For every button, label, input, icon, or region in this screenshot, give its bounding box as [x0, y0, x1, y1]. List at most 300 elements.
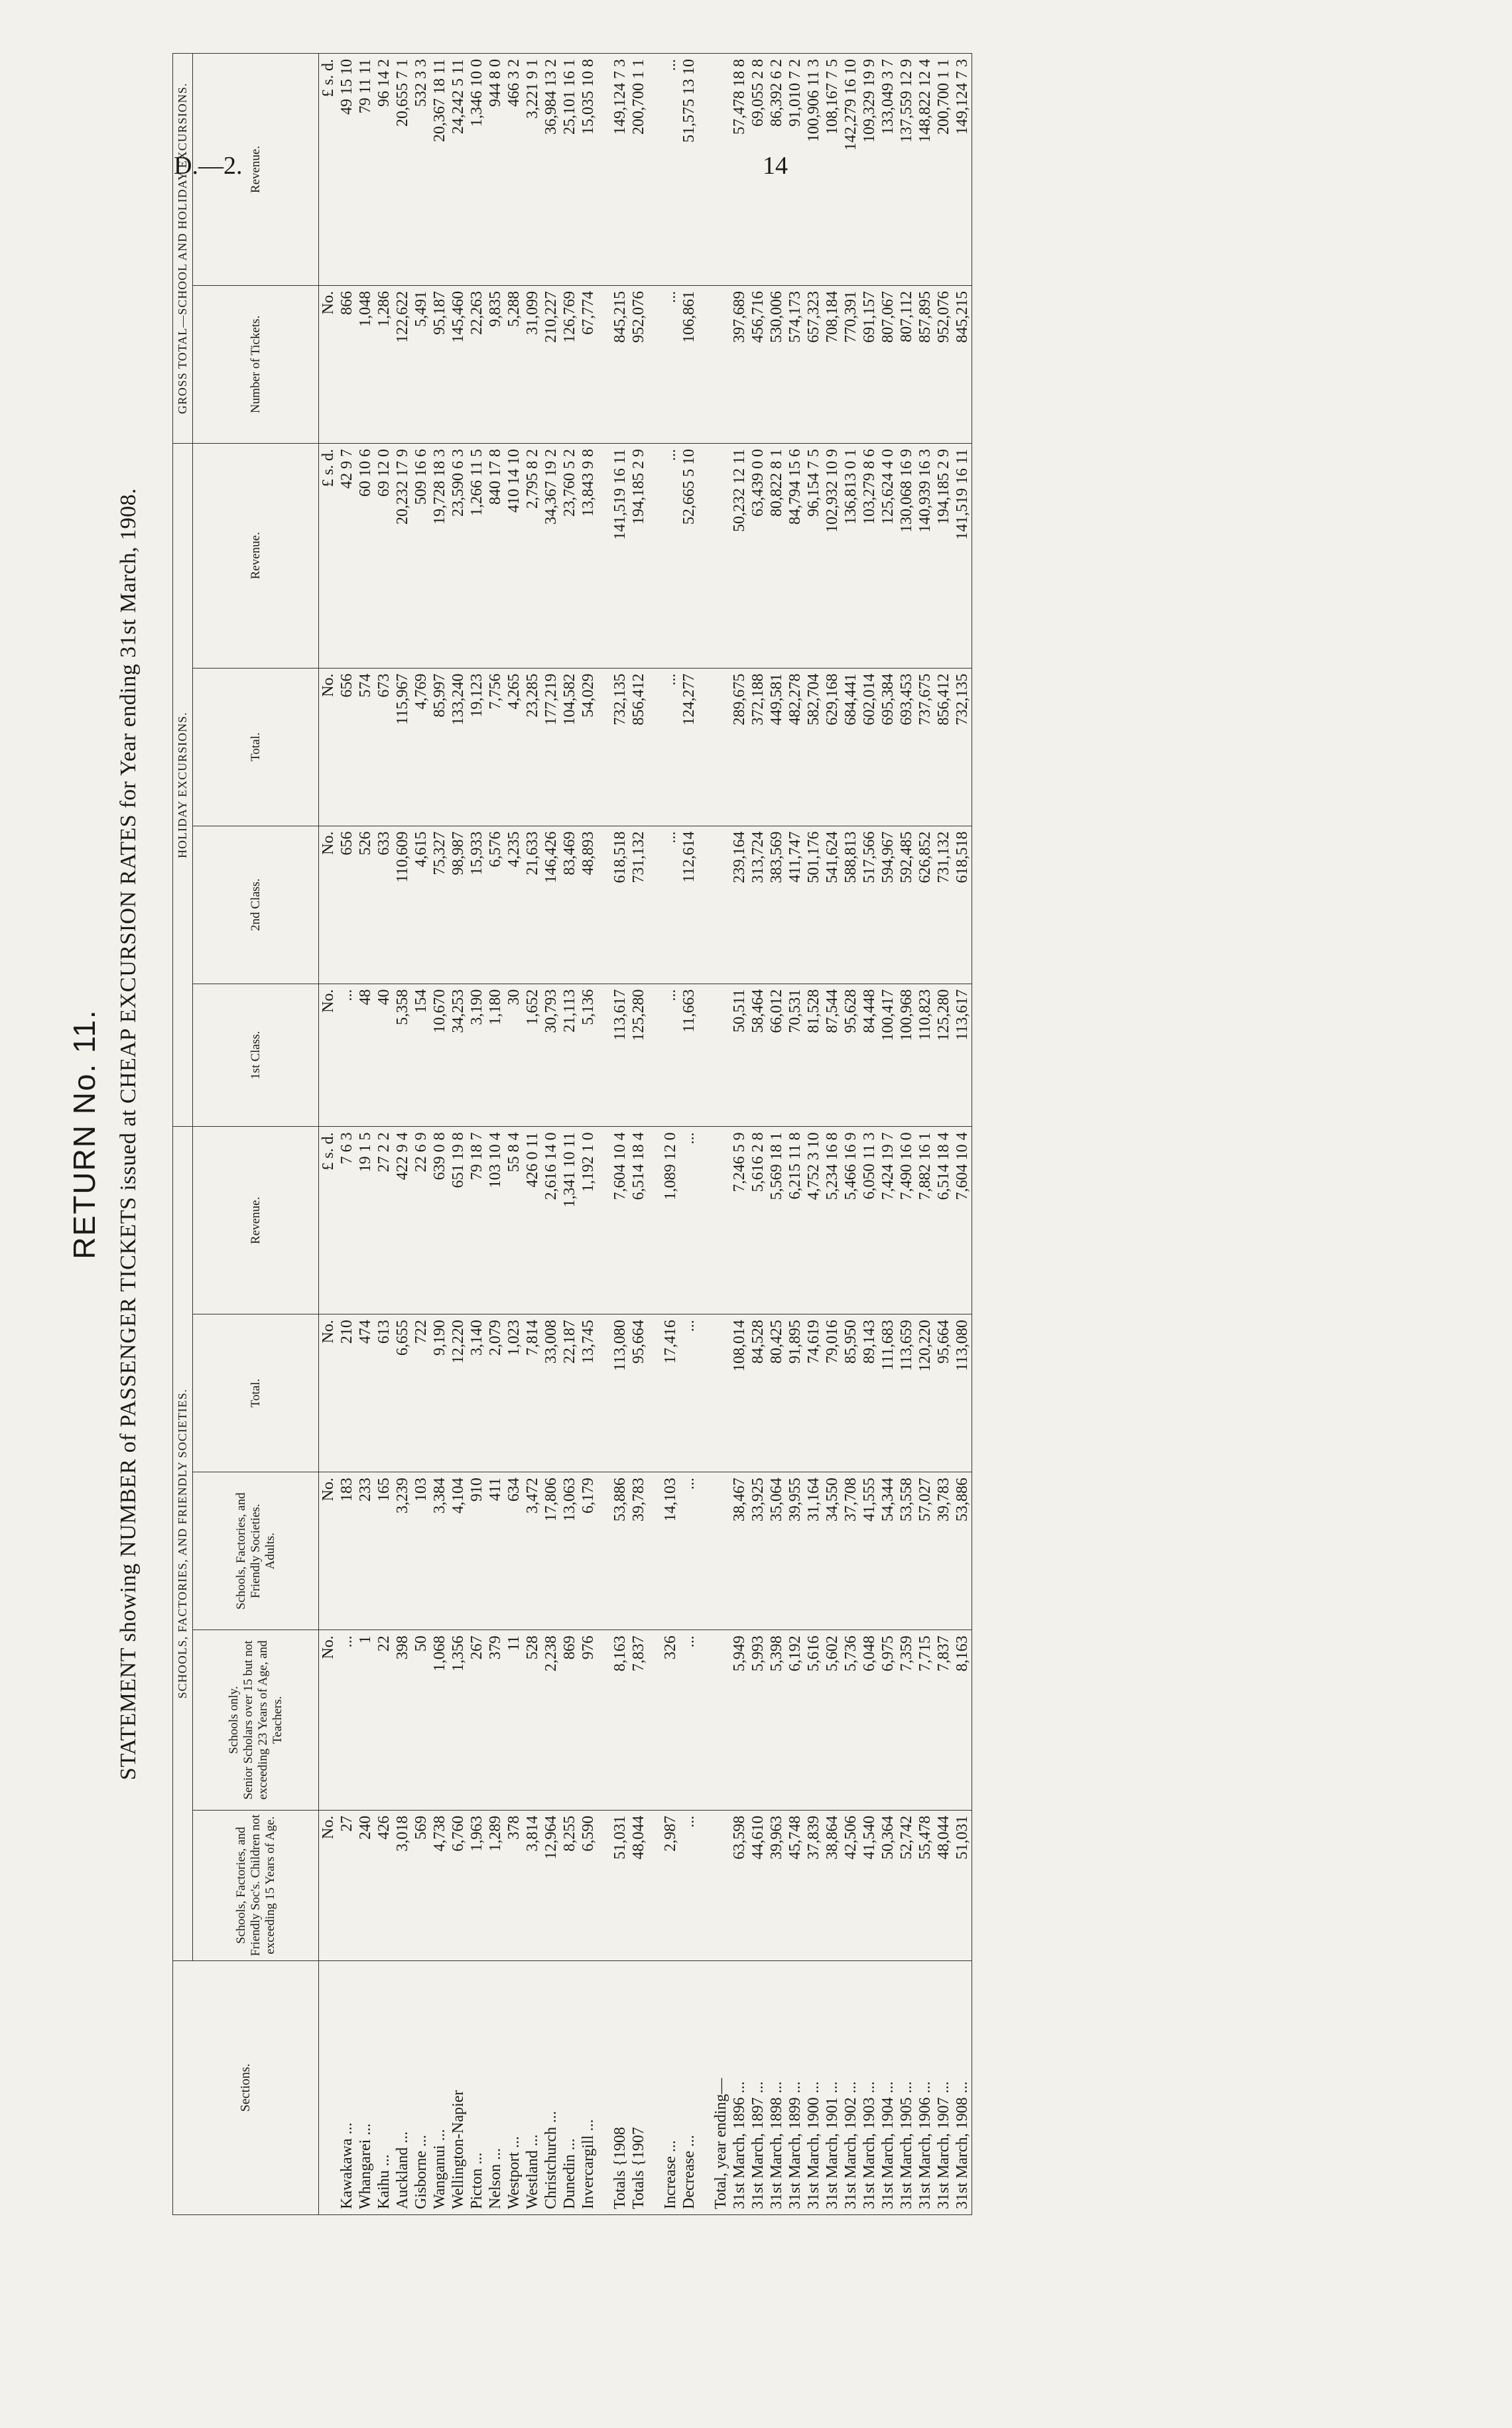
section-cell: Nelson ... — [486, 1960, 505, 2214]
value-cell: 840 17 8 — [486, 443, 505, 668]
section-cell: 31st March, 1905 ... — [897, 1960, 916, 2214]
value-cell: 639 0 8 — [430, 1127, 449, 1314]
value-cell: 125,624 4 0 — [879, 443, 897, 668]
value-cell: 31,099 — [523, 285, 542, 443]
value-cell: 6,655 — [393, 1314, 412, 1472]
value-cell: 289,675 — [730, 668, 749, 826]
value-cell: 53,886 — [611, 1472, 629, 1630]
value-cell: 657,323 — [804, 285, 823, 443]
value-cell: 695,384 — [879, 668, 897, 826]
value-cell: 1,048 — [356, 285, 375, 443]
value-cell: 58,464 — [749, 984, 767, 1127]
value-cell: 1,652 — [523, 984, 542, 1127]
value-cell: 91,895 — [786, 1314, 804, 1472]
value-cell: 708,184 — [823, 285, 842, 443]
empty-cell — [712, 443, 730, 668]
value-cell: 96,154 7 5 — [804, 443, 823, 668]
empty-cell — [598, 1472, 611, 1630]
value-cell: 731,132 — [934, 826, 953, 984]
value-cell: 6,048 — [860, 1630, 879, 1811]
unit-cell: £ s. d. — [319, 443, 338, 668]
section-cell: Wellington-Napier — [449, 1960, 468, 2214]
value-cell: 541,624 — [823, 826, 842, 984]
totals-row — [629, 54, 648, 2215]
value-cell: ... — [661, 443, 680, 668]
value-cell: 50,511 — [730, 984, 749, 1127]
value-cell: 6,975 — [879, 1630, 897, 1811]
section-row — [338, 54, 356, 2215]
value-cell: 113,659 — [897, 1314, 916, 1472]
value-cell: 34,550 — [823, 1472, 842, 1630]
value-cell: 857,895 — [916, 285, 934, 443]
value-cell: 5,949 — [730, 1630, 749, 1811]
change-row — [661, 54, 680, 2215]
value-cell: 651 19 8 — [449, 1127, 468, 1314]
value-cell: 383,569 — [767, 826, 786, 984]
value-cell: 267 — [468, 1630, 486, 1811]
value-cell: 149,124 7 3 — [611, 54, 629, 286]
value-cell: 86,392 6 2 — [767, 54, 786, 286]
value-cell: 509 16 6 — [412, 443, 430, 668]
value-cell: 52,742 — [897, 1810, 916, 1960]
value-cell: 37,708 — [842, 1472, 860, 1630]
value-cell: 100,906 11 3 — [804, 54, 823, 286]
empty-cell — [648, 984, 661, 1127]
value-cell: 5,466 16 9 — [842, 1127, 860, 1314]
value-cell: 3,814 — [523, 1810, 542, 1960]
value-cell: 629,168 — [823, 668, 842, 826]
section-cell: 31st March, 1907 ... — [934, 1960, 953, 2214]
value-cell: 95,664 — [629, 1314, 648, 1472]
value-cell: 1,089 12 0 — [661, 1127, 680, 1314]
section-cell: 31st March, 1899 ... — [786, 1960, 804, 2214]
value-cell: 183 — [338, 1472, 356, 1630]
value-cell: 15,933 — [468, 826, 486, 984]
col-sfs-total: Total. — [193, 1314, 319, 1472]
value-cell: 7,814 — [523, 1314, 542, 1472]
value-cell: 130,068 16 9 — [897, 443, 916, 668]
value-cell: 411,747 — [786, 826, 804, 984]
value-cell: 528 — [523, 1630, 542, 1811]
value-cell: 397,689 — [730, 285, 749, 443]
empty-cell — [712, 1472, 730, 1630]
value-cell: 79 11 11 — [356, 54, 375, 286]
value-cell: 50 — [412, 1630, 430, 1811]
value-cell: 3,190 — [468, 984, 486, 1127]
empty-cell — [698, 1810, 712, 1960]
section-row — [393, 54, 412, 2215]
value-cell: 70,531 — [786, 984, 804, 1127]
value-cell: 9,190 — [430, 1314, 449, 1472]
value-cell: 125,280 — [934, 984, 953, 1127]
section-cell: Whangarei ... — [356, 1960, 375, 2214]
value-cell: 411 — [486, 1472, 505, 1630]
value-cell: 944 8 0 — [486, 54, 505, 286]
section-row — [468, 54, 486, 2215]
value-cell: 51,031 — [611, 1810, 629, 1960]
value-cell: 54,344 — [879, 1472, 897, 1630]
value-cell: 69,055 2 8 — [749, 54, 767, 286]
empty-cell — [598, 443, 611, 668]
value-cell: 426 — [375, 1810, 393, 1960]
value-cell: 684,441 — [842, 668, 860, 826]
value-cell: 52,665 5 10 — [680, 443, 698, 668]
spacer-row — [698, 54, 712, 2215]
empty-cell — [648, 1314, 661, 1472]
history-row — [767, 54, 786, 2215]
value-cell: 85,950 — [842, 1314, 860, 1472]
section-cell: Invercargill ... — [579, 1960, 598, 2214]
value-cell: 731,132 — [629, 826, 648, 984]
value-cell: 5,602 — [823, 1630, 842, 1811]
unit-cell: No. — [319, 668, 338, 826]
value-cell: 673 — [375, 668, 393, 826]
value-cell: 79 18 7 — [468, 1127, 486, 1314]
value-cell: 13,745 — [579, 1314, 598, 1472]
unit-cell: No. — [319, 1810, 338, 1960]
value-cell: 456,716 — [749, 285, 767, 443]
section-cell: Wanganui ... — [430, 1960, 449, 2214]
value-cell: 69 12 0 — [375, 443, 393, 668]
value-cell: 55,478 — [916, 1810, 934, 1960]
section-row — [486, 54, 505, 2215]
section-row — [523, 54, 542, 2215]
value-cell: 8,163 — [953, 1630, 972, 1811]
value-cell: 239,164 — [730, 826, 749, 984]
value-cell: 4,235 — [505, 826, 523, 984]
value-cell: 33,008 — [542, 1314, 560, 1472]
value-cell: 12,220 — [449, 1314, 468, 1472]
value-cell: 3,472 — [523, 1472, 542, 1630]
value-cell: 39,963 — [767, 1810, 786, 1960]
col-second-class: 2nd Class. — [193, 826, 319, 984]
value-cell: 54,029 — [579, 668, 598, 826]
value-cell: 108,014 — [730, 1314, 749, 1472]
value-cell: 20,655 7 1 — [393, 54, 412, 286]
section-row — [505, 54, 523, 2215]
history-row — [953, 54, 972, 2215]
value-cell: 146,426 — [542, 826, 560, 984]
value-cell: 80,425 — [767, 1314, 786, 1472]
empty-cell — [598, 1960, 611, 2214]
value-cell: 656 — [338, 668, 356, 826]
value-cell: 602,014 — [860, 668, 879, 826]
value-cell: 140,939 16 3 — [916, 443, 934, 668]
value-cell: 952,076 — [934, 285, 953, 443]
value-cell: 57,027 — [916, 1472, 934, 1630]
history-row — [879, 54, 897, 2215]
value-cell: 2,987 — [661, 1810, 680, 1960]
value-cell: ... — [338, 984, 356, 1127]
unit-cell: No. — [319, 285, 338, 443]
value-cell: 19,728 18 3 — [430, 443, 449, 668]
page-code: D.—2. — [174, 152, 243, 180]
value-cell: 613 — [375, 1314, 393, 1472]
value-cell: 526 — [356, 826, 375, 984]
value-cell: 5,398 — [767, 1630, 786, 1811]
value-cell: 177,219 — [542, 668, 560, 826]
value-cell: 1,068 — [430, 1630, 449, 1811]
history-label: Total, year ending— — [712, 1960, 730, 2214]
value-cell: 2,795 8 2 — [523, 443, 542, 668]
section-cell: Dunedin ... — [560, 1960, 579, 2214]
value-cell: 474 — [356, 1314, 375, 1472]
value-cell: 210,227 — [542, 285, 560, 443]
empty-cell — [598, 668, 611, 826]
value-cell: 95,187 — [430, 285, 449, 443]
section-cell: 31st March, 1898 ... — [767, 1960, 786, 2214]
value-cell: 30,793 — [542, 984, 560, 1127]
page-number: 14 — [763, 152, 788, 180]
value-cell: 15,035 10 8 — [579, 54, 598, 286]
value-cell: ... — [661, 668, 680, 826]
value-cell: 41,555 — [860, 1472, 879, 1630]
value-cell: 51,575 13 10 — [680, 54, 698, 286]
value-cell: 3,140 — [468, 1314, 486, 1472]
history-row — [916, 54, 934, 2215]
value-cell: 133,049 3 7 — [879, 54, 897, 286]
value-cell: 1,023 — [505, 1314, 523, 1472]
value-cell: 45,748 — [786, 1810, 804, 1960]
value-cell: 737,675 — [916, 668, 934, 826]
value-cell: 4,738 — [430, 1810, 449, 1960]
value-cell: 466 3 2 — [505, 54, 523, 286]
history-label-row — [712, 54, 730, 2215]
value-cell: 240 — [356, 1810, 375, 1960]
value-cell: 1,356 — [449, 1630, 468, 1811]
value-cell: 482,278 — [786, 668, 804, 826]
value-cell: 3,221 9 1 — [523, 54, 542, 286]
value-cell: 378 — [505, 1810, 523, 1960]
value-cell: 4,615 — [412, 826, 430, 984]
section-cell: 31st March, 1897 ... — [749, 1960, 767, 2214]
value-cell: 313,724 — [749, 826, 767, 984]
value-cell: 11 — [505, 1630, 523, 1811]
value-cell: 517,566 — [860, 826, 879, 984]
value-cell: ... — [680, 1630, 698, 1811]
empty-cell — [648, 54, 661, 286]
empty-cell — [598, 1314, 611, 1472]
value-cell: 5,616 2 8 — [749, 1127, 767, 1314]
group-schools-factories: SCHOOLS, FACTORIES, AND FRIENDLY SOCIETIES. — [173, 1127, 193, 1960]
value-cell: 3,384 — [430, 1472, 449, 1630]
value-cell: 770,391 — [842, 285, 860, 443]
section-row — [579, 54, 598, 2215]
col-adults: Schools, Factories, and Friendly Societies. Adults. — [193, 1472, 319, 1630]
value-cell: 233 — [356, 1472, 375, 1630]
value-cell: 87,544 — [823, 984, 842, 1127]
value-cell: 63,598 — [730, 1810, 749, 1960]
value-cell: 869 — [560, 1630, 579, 1811]
empty-cell — [598, 826, 611, 984]
value-cell: 39,955 — [786, 1472, 804, 1630]
value-cell: 693,453 — [897, 668, 916, 826]
value-cell: 53,558 — [897, 1472, 916, 1630]
value-cell: 6,514 18 4 — [629, 1127, 648, 1314]
value-cell: 856,412 — [629, 668, 648, 826]
empty-cell — [648, 1960, 661, 2214]
value-cell: 7,882 16 1 — [916, 1127, 934, 1314]
value-cell: 7,756 — [486, 668, 505, 826]
value-cell: 7,604 10 4 — [611, 1127, 629, 1314]
value-cell: 13,843 9 8 — [579, 443, 598, 668]
units-row — [319, 54, 338, 2215]
value-cell: 30 — [505, 984, 523, 1127]
empty-cell — [698, 285, 712, 443]
value-cell: 569 — [412, 1810, 430, 1960]
value-cell: 84,528 — [749, 1314, 767, 1472]
value-cell: 51,031 — [953, 1810, 972, 1960]
excursion-table — [172, 53, 972, 2215]
value-cell: 7,837 — [934, 1630, 953, 1811]
value-cell: 60 10 6 — [356, 443, 375, 668]
empty-cell — [648, 668, 661, 826]
value-cell: 5,136 — [579, 984, 598, 1127]
empty-cell — [319, 1960, 338, 2214]
empty-cell — [712, 1127, 730, 1314]
value-cell: 27 2 2 — [375, 1127, 393, 1314]
rotated-page-content — [53, 53, 1346, 2215]
empty-cell — [598, 1630, 611, 1811]
value-cell: 7,359 — [897, 1630, 916, 1811]
value-cell: 34,253 — [449, 984, 468, 1127]
unit-cell: No. — [319, 984, 338, 1127]
empty-cell — [698, 54, 712, 286]
value-cell: 4,752 3 10 — [804, 1127, 823, 1314]
value-cell: 532 3 3 — [412, 54, 430, 286]
value-cell: 6,179 — [579, 1472, 598, 1630]
change-row — [680, 54, 698, 2215]
table-body — [319, 54, 972, 2215]
value-cell: 626,852 — [916, 826, 934, 984]
value-cell: 120,220 — [916, 1314, 934, 1472]
value-cell: 656 — [338, 826, 356, 984]
history-row — [842, 54, 860, 2215]
col-children: Schools, Factories, and Friendly Soc's. Children not exceeding 15 Years of Age. — [193, 1810, 319, 1960]
history-row — [730, 54, 749, 2215]
value-cell: 42,506 — [842, 1810, 860, 1960]
value-cell: 8,163 — [611, 1630, 629, 1811]
value-cell: ... — [680, 1472, 698, 1630]
empty-cell — [598, 1127, 611, 1314]
value-cell: 1,286 — [375, 285, 393, 443]
value-cell: 63,439 0 0 — [749, 443, 767, 668]
value-cell: 17,806 — [542, 1472, 560, 1630]
empty-cell — [712, 54, 730, 286]
value-cell: 594,967 — [879, 826, 897, 984]
history-row — [934, 54, 953, 2215]
value-cell: 10,670 — [430, 984, 449, 1127]
value-cell: 194,185 2 9 — [934, 443, 953, 668]
value-cell: 110,609 — [393, 826, 412, 984]
value-cell: 7 6 3 — [338, 1127, 356, 1314]
value-cell: 23,285 — [523, 668, 542, 826]
value-cell: 19 1 5 — [356, 1127, 375, 1314]
value-cell: 6,215 11 8 — [786, 1127, 804, 1314]
value-cell: 57,478 18 8 — [730, 54, 749, 286]
value-cell: 588,813 — [842, 826, 860, 984]
value-cell: 856,412 — [934, 668, 953, 826]
value-cell: 41,540 — [860, 1810, 879, 1960]
value-cell: 3,239 — [393, 1472, 412, 1630]
value-cell: 17,416 — [661, 1314, 680, 1472]
section-cell: 31st March, 1903 ... — [860, 1960, 879, 2214]
value-cell: 84,794 15 6 — [786, 443, 804, 668]
value-cell: 53,886 — [953, 1472, 972, 1630]
value-cell: 379 — [486, 1630, 505, 1811]
value-cell: 422 9 4 — [393, 1127, 412, 1314]
section-cell: 31st March, 1902 ... — [842, 1960, 860, 2214]
value-cell: 7,837 — [629, 1630, 648, 1811]
value-cell: 1 — [356, 1630, 375, 1811]
section-cell: Kaihu ... — [375, 1960, 393, 2214]
value-cell: 100,417 — [879, 984, 897, 1127]
value-cell: 137,559 12 9 — [897, 54, 916, 286]
value-cell: 48 — [356, 984, 375, 1127]
empty-cell — [648, 1630, 661, 1811]
section-row — [375, 54, 393, 2215]
value-cell: 136,813 0 1 — [842, 443, 860, 668]
col-senior-scholars: Schools only. Senior Scholars over 15 but not exceeding 23 Years of Age, and Teachers. — [193, 1630, 319, 1811]
value-cell: 7,424 19 7 — [879, 1127, 897, 1314]
value-cell: 845,215 — [953, 285, 972, 443]
value-cell: 142,279 16 10 — [842, 54, 860, 286]
value-cell: 14,103 — [661, 1472, 680, 1630]
value-cell: 42 9 7 — [338, 443, 356, 668]
value-cell: 109,329 19 9 — [860, 54, 879, 286]
value-cell: 7,490 16 0 — [897, 1127, 916, 1314]
value-cell: 5,288 — [505, 285, 523, 443]
value-cell: 66,012 — [767, 984, 786, 1127]
unit-cell: No. — [319, 826, 338, 984]
value-cell: 6,590 — [579, 1810, 598, 1960]
value-cell: 81,528 — [804, 984, 823, 1127]
unit-cell: £ s. d. — [319, 54, 338, 286]
value-cell: 98,987 — [449, 826, 468, 984]
value-cell: 398 — [393, 1630, 412, 1811]
empty-cell — [648, 1810, 661, 1960]
col-holiday-revenue: Revenue. — [193, 443, 319, 668]
value-cell: 75,327 — [430, 826, 449, 984]
value-cell: 20,232 17 9 — [393, 443, 412, 668]
empty-cell — [698, 668, 712, 826]
value-cell: 200,700 1 1 — [629, 54, 648, 286]
value-cell: 89,143 — [860, 1314, 879, 1472]
value-cell: 110,823 — [916, 984, 934, 1127]
empty-cell — [598, 984, 611, 1127]
value-cell: 6,514 18 4 — [934, 1127, 953, 1314]
value-cell: 210 — [338, 1314, 356, 1472]
unit-cell: £ s. d. — [319, 1127, 338, 1314]
value-cell: 1,266 11 5 — [468, 443, 486, 668]
value-cell: 449,581 — [767, 668, 786, 826]
value-cell: 1,341 10 11 — [560, 1127, 579, 1314]
value-cell: 85,997 — [430, 668, 449, 826]
section-row — [430, 54, 449, 2215]
value-cell: 5,736 — [842, 1630, 860, 1811]
value-cell: 1,346 10 0 — [468, 54, 486, 286]
value-cell: 24,242 5 11 — [449, 54, 468, 286]
value-cell: 67,774 — [579, 285, 598, 443]
value-cell: 410 14 10 — [505, 443, 523, 668]
value-cell: 23,590 6 3 — [449, 443, 468, 668]
value-cell: 154 — [412, 984, 430, 1127]
col-tickets: Number of Tickets. — [193, 285, 319, 443]
value-cell: 2,616 14 0 — [542, 1127, 560, 1314]
value-cell: 36,984 13 2 — [542, 54, 560, 286]
value-cell: 104,582 — [560, 668, 579, 826]
value-cell: 634 — [505, 1472, 523, 1630]
